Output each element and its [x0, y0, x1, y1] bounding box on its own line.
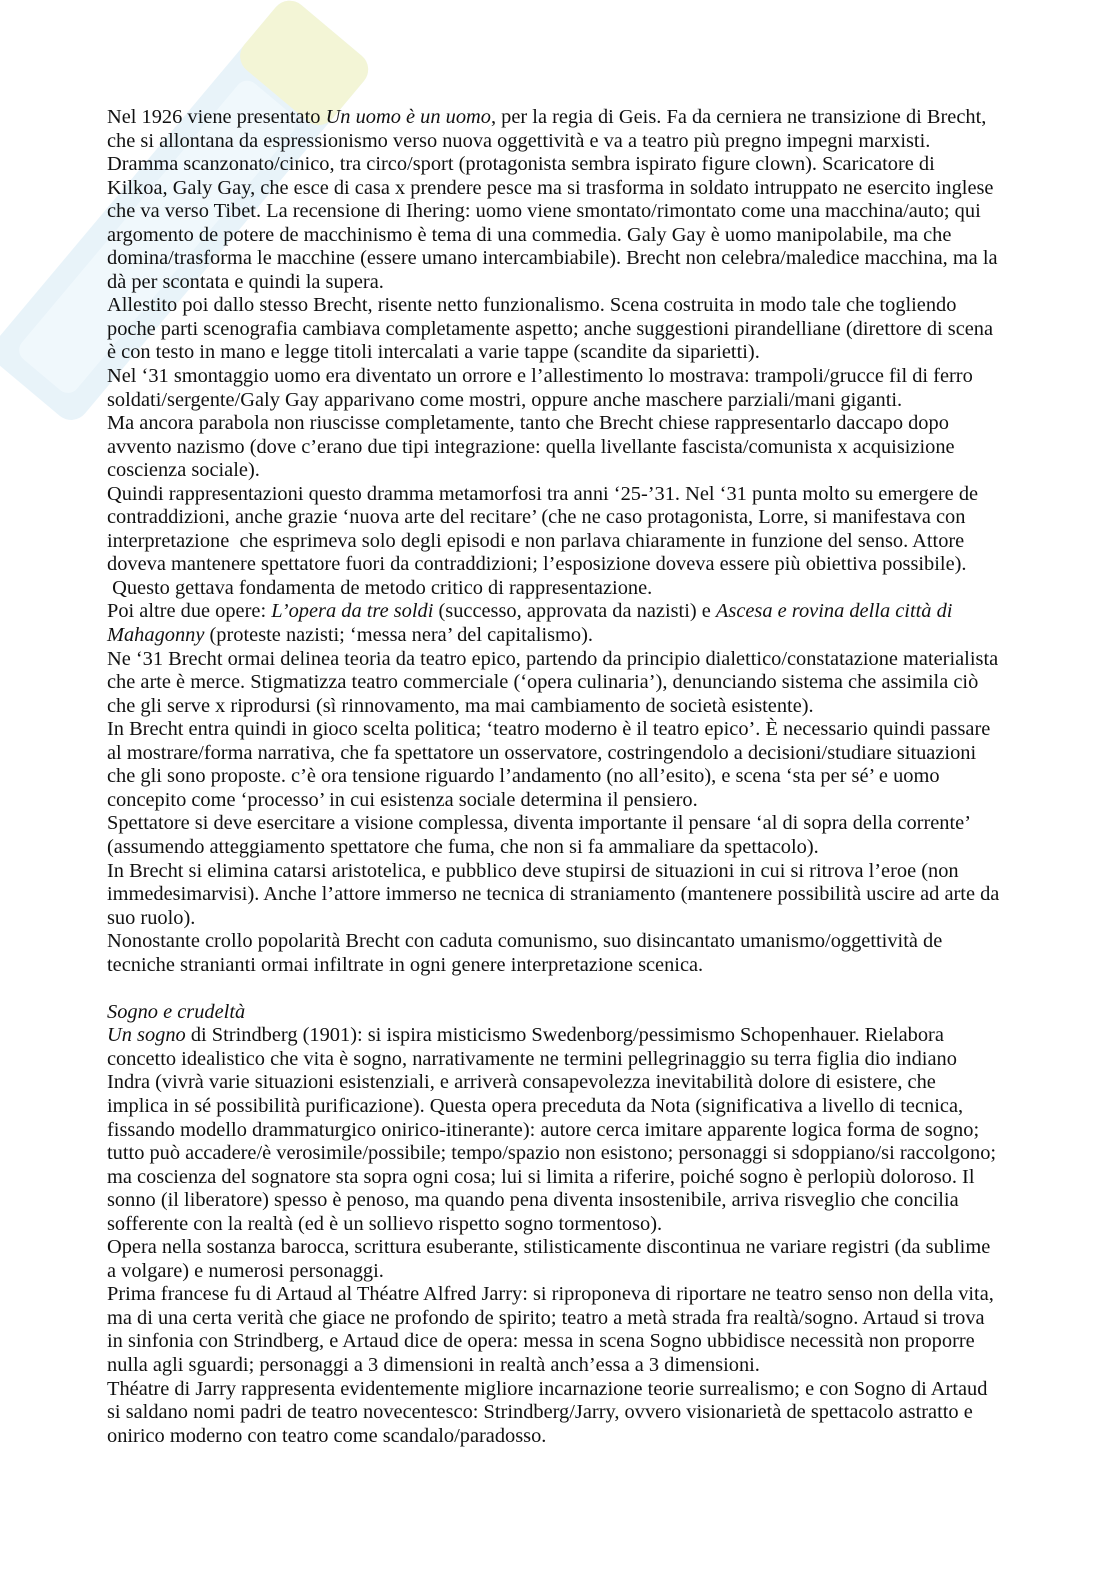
text-run: (successo, approvata da nazisti) e — [433, 600, 716, 623]
text-line: Prima francese fu di Artaud al Théatre Alfred Jarry: si riproponeva di riportare ne teatro senso non della vita, — [107, 1283, 994, 1306]
text-line: che gli serve x riprodursi (sì rinnovamento, ma mai cambiamento de società esistente). — [107, 694, 814, 717]
text-line: si saldano nomi padri de teatro novecentesco: Strindberg/Jarry, ovvero visionarietà de spettacolo astratto e — [107, 1401, 973, 1424]
section-heading: Sogno e crudeltà — [107, 1000, 246, 1023]
text-line: concepito come ‘processo’ in cui esistenza sociale determina il pensiero. — [107, 788, 698, 811]
text-line: Ne ‘31 Brecht ormai delinea teoria da teatro epico, partendo da principio dialettico/constatazione materialista — [107, 647, 999, 670]
text-line: Kilkoa, Galy Gay, che esce di casa x prendere pesce ma si trasforma in soldato intruppato ne esercito inglese — [107, 176, 994, 199]
italic-title: Ascesa e rovina della città di — [715, 600, 953, 623]
text-line: (assumendo atteggiamento spettatore che fuma, che non si fa ammaliare da spettacolo). — [107, 835, 819, 858]
text-line: ma di una certa verità che giace ne profondo de spirito; teatro a metà strada fra realtà/sogno. Artaud si trova — [107, 1306, 985, 1329]
text-line: che si allontana da espressionismo verso nuova oggettività e va a teatro più pregno impegni marxisti. — [107, 129, 931, 152]
italic-title: Mahagonny — [107, 624, 205, 647]
section-brecht — [107, 106, 1067, 977]
paragraph — [107, 860, 1067, 931]
text-line: dà per scontata e quindi la supera. — [107, 270, 384, 293]
text-line: è con testo in mano e legge titoli intercalati a varie tappe (scandite da siparietti). — [107, 341, 760, 364]
italic-title: L’opera da tre soldi — [271, 600, 434, 623]
paragraph — [107, 365, 1067, 412]
text-line: Allestito poi dallo stesso Brecht, risente netto funzionalismo. Scena costruita in modo tale che togliendo — [107, 294, 957, 317]
paragraph — [107, 600, 1067, 647]
text-line: coscienza sociale). — [107, 459, 260, 482]
paragraph — [107, 294, 1067, 365]
text-line: Nel ‘31 smontaggio uomo era diventato un orrore e l’allestimento lo mostrava: trampoli/grucce fil di ferro — [107, 365, 973, 388]
text-line: implica in sé possibilità purificazione). Questa opera preceduta da Nota (significativa a livello di tecnica, — [107, 1094, 964, 1117]
text-line: che gli sono proposte. c’è ora tensione riguardo l’andamento (no all’esito), e scena ‘sta per sé’ e uomo — [107, 765, 940, 788]
text-line: interpretazione che esprimeva solo degli episodi e non parlava chiaramente in funzione del senso. Attore — [107, 529, 965, 552]
text-line: fissando modello drammaturgico onirico-itinerante): autore cerca imitare apparente logica forma de sogno; — [107, 1118, 980, 1141]
text-line: ma coscienza del sognatore sta sopra ogni cosa; lui si limita a riferire, poiché sogno è perlopiù doloroso. Il — [107, 1165, 975, 1188]
text-line: Opera nella sostanza barocca, scrittura esuberante, stilisticamente discontinua ne variare registri (da sublime — [107, 1236, 991, 1259]
text-run: di Strindberg (1901): si ispira misticismo Swedenborg/pessimismo Schopenhauer. Rielabora — [185, 1024, 944, 1047]
text-line — [107, 106, 1067, 130]
text-run: Nel 1926 viene presentato — [107, 106, 326, 128]
text-line: domina/trasforma le macchine (essere umano intercambiabile). Brecht non celebra/maledice macchina, ma la — [107, 247, 998, 270]
text-run: , per la regia di Geis. Fa da cerniera ne transizione di Brecht, — [490, 106, 987, 128]
text-line: Quindi rappresentazioni questo dramma metamorfosi tra anni ‘25-’31. Nel ‘31 punta molto su emergere de — [107, 482, 979, 505]
paragraph — [107, 577, 1067, 601]
text-line: al mostrare/forma narrativa, che fa spettatore un osservatore, costringendolo a decisioni/studiare situazioni — [107, 741, 977, 764]
paragraph — [107, 106, 1067, 294]
text-line: Ma ancora parabola non riuscisse completamente, tanto che Brecht chiese rappresentarlo daccapo dopo — [107, 412, 949, 435]
text-line: Spettatore si deve esercitare a visione complessa, diventa importante il pensare ‘al di sopra della corrente’ — [107, 812, 971, 835]
section-sogno-e-crudelta — [107, 1001, 1067, 1448]
paragraph — [107, 718, 1067, 812]
text-line: immedesimarvisi). Anche l’attore immerso ne tecnica di straniamento (mantenere possibilità uscire ad arte da — [107, 883, 1000, 906]
text-line: sofferente con la realtà (ed è un sollievo rispetto sogno tormentoso). — [107, 1212, 663, 1235]
italic-title: Un sogno — [107, 1024, 186, 1047]
text-line: Nonostante crollo popolarità Brecht con caduta comunismo, suo disincantato umanismo/oggettività de — [107, 930, 943, 953]
paragraph — [107, 812, 1067, 859]
italic-title: Un uomo è un uomo — [325, 106, 491, 128]
paragraph — [107, 1236, 1067, 1283]
text-line: in sinfonia con Strindberg, e Artaud dice de opera: messa in scena Sogno ubbidisce necessità non proporre — [107, 1330, 975, 1353]
text-line: a volgare) e numerosi personaggi. — [107, 1259, 384, 1282]
text-line — [107, 624, 1067, 648]
document-body — [107, 106, 1067, 1448]
paragraph — [107, 483, 1067, 577]
text-line — [107, 1024, 1067, 1048]
text-line: Dramma scanzonato/cinico, tra circo/sport (protagonista sembra ispirato figure clown). Scaricatore di — [107, 153, 935, 176]
text-line: doveva mantenere spettatore fuori da contraddizioni; l’esposizione doveva essere più obiettiva possibile). — [107, 553, 967, 576]
text-line: che va verso Tibet. La recensione di Ihering: uomo viene smontato/rimontato come una macchina/auto; qui — [107, 200, 981, 223]
text-line: In Brecht si elimina catarsi aristotelica, e pubblico deve stupirsi de situazioni in cui si ritrova l’eroe (non — [107, 859, 959, 882]
paragraph — [107, 1024, 1067, 1236]
text-line: che arte è merce. Stigmatizza teatro commerciale (‘opera culinaria’), denunciando sistema che assimila ciò — [107, 671, 979, 694]
text-line: Théatre di Jarry rappresenta evidentemente migliore incarnazione teorie surrealismo; e con Sogno di Artaud — [107, 1377, 988, 1400]
text-line — [107, 600, 1067, 624]
paragraph — [107, 930, 1067, 977]
text-line: sonno (il liberatore) spesso è penoso, ma quando pena diventa insostenibile, arriva risveglio che concilia — [107, 1189, 959, 1212]
text-line: nulla agli sguardi; personaggi a 3 dimensioni in realtà anch’essa a 3 dimensioni. — [107, 1353, 760, 1376]
text-run: (proteste nazisti; ‘messa nera’ del capitalismo). — [204, 624, 594, 647]
text-line: Indra (vivrà varie situazioni esistenziali, e arriverà consapevolezza inevitabilità dolore di esistere, che — [107, 1071, 936, 1094]
text-line: concetto idealistico che vita è sogno, narrativamente ne termini pellegrinaggio su terra figlia dio indiano — [107, 1047, 957, 1070]
text-line: tecniche stranianti ormai infiltrate in ogni genere interpretazione scenica. — [107, 953, 704, 976]
text-line: argomento de potere de macchinismo è tema di una commedia. Galy Gay è uomo manipolabile, ma che — [107, 223, 952, 246]
paragraph — [107, 1283, 1067, 1377]
text-run: Poi altre due opere: — [107, 600, 272, 623]
text-line: Questo gettava fondamenta de metodo critico di rappresentazione. — [107, 576, 653, 599]
paragraph — [107, 648, 1067, 719]
text-line: suo ruolo). — [107, 906, 196, 929]
text-line: In Brecht entra quindi in gioco scelta politica; ‘teatro moderno è il teatro epico’. È necessario quindi passare — [107, 718, 991, 741]
text-line: soldati/sergente/Galy Gay apparivano come mostri, oppure anche maschere parziali/mani giganti. — [107, 388, 903, 411]
paragraph — [107, 412, 1067, 483]
paragraph — [107, 1378, 1067, 1449]
text-line: tutto può accadere/è verosimile/possibile; tempo/spazio non esistono; personaggi si sdoppiano/si raccolgono; — [107, 1142, 997, 1165]
text-line: poche parti scenografia cambiava completamente aspetto; anche suggestioni pirandelliane (direttore di scena — [107, 317, 994, 340]
text-line: avvento nazismo (dove c’erano due tipi integrazione: quella livellante fascista/comunista x acquisizione — [107, 435, 955, 458]
text-line: contraddizioni, anche grazie ‘nuova arte del recitare’ (che ne caso protagonista, Lorre, si manifestava con — [107, 506, 966, 529]
text-line: onirico moderno con teatro come scandalo/paradosso. — [107, 1424, 547, 1447]
